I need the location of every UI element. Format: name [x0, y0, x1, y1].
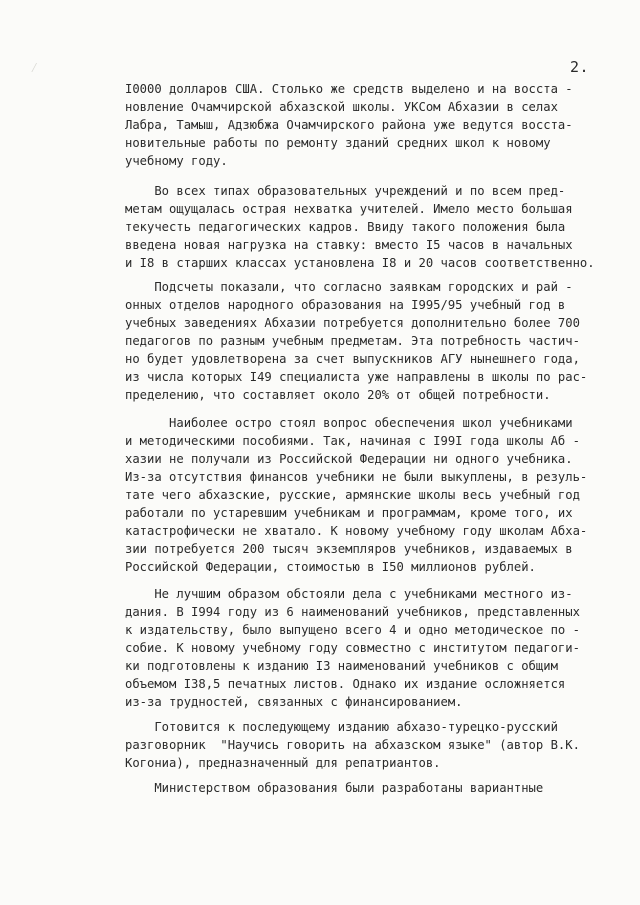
text-line: учебному году. — [125, 154, 228, 168]
text-line: Министерством образования были разработаны вариантные — [125, 781, 544, 795]
text-line: катастрофически не хватало. К новому учебному году школам Абха- — [125, 524, 588, 538]
margin-mark: ⁄ — [30, 60, 39, 76]
text-line: пределению, что составляет около 20% от общей потребности. — [125, 388, 551, 402]
text-line: Когониа), предназначенный для репатриантов. — [125, 756, 441, 770]
text-line: новление Очамчирской абхазской школы. УКСом Абхазии в селах — [125, 100, 558, 114]
text-line: разговорник "Научись говорить на абхазском языке" (автор В.К. — [125, 738, 580, 752]
text-line: Наиболее остро стоял вопрос обеспечения школ учебниками — [125, 416, 573, 430]
text-line: Подсчеты показали, что согласно заявкам городских и рай - — [125, 280, 573, 294]
text-line: работали по устаревшим учебникам и программам, кроме того, их — [125, 506, 573, 520]
text-line: тате чего абхазские, русские, армянские школы весь учебный год — [125, 488, 580, 502]
text-line: дания. В I994 году из 6 наименований учебников, представленных — [125, 605, 580, 619]
text-line: зии потребуется 200 тысяч экземпляров учебников, издаваемых в — [125, 542, 573, 556]
text-line: введена новая нагрузка на ставку: вместо I5 часов в начальных — [125, 238, 573, 252]
text-line: хазии не получали из Российской Федерации ни одного учебника. — [125, 452, 573, 466]
page-number: 2. — [570, 58, 590, 76]
text-line: собие. К новому учебному году совместно с институтом педагоги- — [125, 641, 580, 655]
text-line: объемом I38,5 печатных листов. Однако их издание осложняется — [125, 677, 566, 691]
text-line: Лабра, Тамыш, Адзюбжа Очамчирского района уже ведутся восста- — [125, 118, 573, 132]
text-line: онных отделов народного образования на I995/95 учебный год в — [125, 298, 566, 312]
text-line: Во всех типах образовательных учреждений и по всем пред- — [125, 184, 566, 198]
text-line: Из-за отсутствия финансов учебники не были выкуплены, в резуль- — [125, 470, 588, 484]
text-line: I0000 долларов США. Столько же средств выделено и на восста - — [125, 82, 573, 96]
text-line: Не лучшим образом обстояли дела с учебниками местного из- — [125, 587, 573, 601]
text-line: и I8 в старших классах установлена I8 и 20 часов соответственно. — [125, 256, 595, 270]
text-line: метам ощущалась острая нехватка учителей. Имело место большая — [125, 202, 573, 216]
text-line: Готовится к последующему изданию абхазо-турецко-русский — [125, 720, 558, 734]
text-line: ки подготовлены к изданию I3 наименований учебников с общим — [125, 659, 558, 673]
text-line: педагогов по разным учебным предметам. Эта потребность частич- — [125, 334, 580, 348]
text-line: и методическими пособиями. Так, начиная с I99I года школы Аб - — [125, 434, 580, 448]
text-line: но будет удовлетворена за счет выпускников АГУ нынешнего года, — [125, 352, 580, 366]
text-line: из числа которых I49 специалиста уже направлены в школы по рас- — [125, 370, 588, 384]
text-line: текучесть педагогических кадров. Ввиду такого положения была — [125, 220, 566, 234]
text-line: новительные работы по ремонту зданий средних школ к новому — [125, 136, 551, 150]
text-line: учебных заведениях Абхазии потребуется дополнительно более 700 — [125, 316, 580, 330]
text-line: Российской Федерации, стоимостью в I50 миллионов рублей. — [125, 560, 536, 574]
text-line: из-за трудностей, связанных с финансированием. — [125, 695, 463, 709]
text-line: к издательству, было выпущено всего 4 и одно методическое по - — [125, 623, 580, 637]
